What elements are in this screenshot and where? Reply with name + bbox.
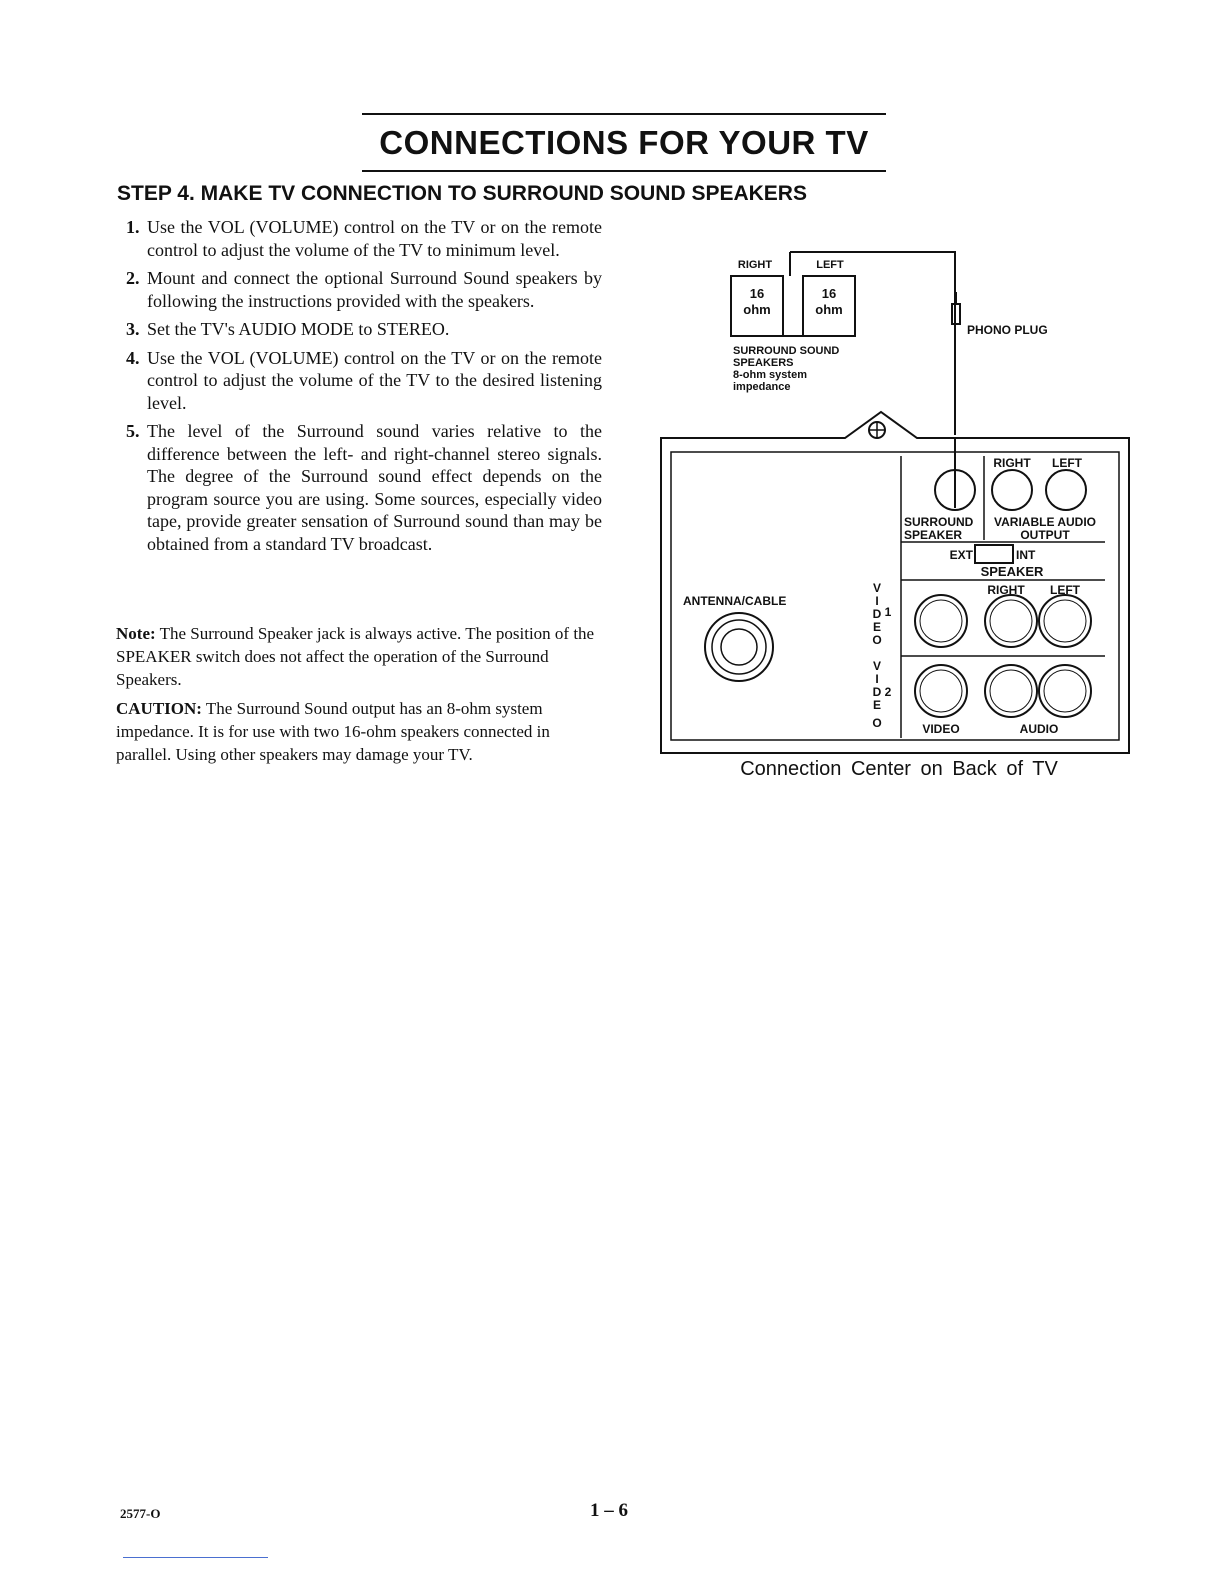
speaker-left-label: LEFT [816, 259, 844, 271]
speaker-right-ohm-unit: ohm [743, 302, 771, 317]
speaker-desc-line3: 8-ohm system [733, 369, 807, 381]
video2-letter-o: O [872, 716, 882, 730]
speaker-desc-line1: SURROUND SOUND [733, 345, 840, 357]
note-paragraph [116, 622, 602, 691]
output-label: OUTPUT [1020, 528, 1070, 542]
ext-label: EXT [949, 548, 973, 562]
video2-letter-v: V [872, 659, 882, 673]
int-label: INT [1016, 548, 1036, 562]
note-text: The Surround Speaker jack is always active. The position of the SPEAKER switch does not affect the operation of the Surround Speakers. [116, 624, 595, 689]
speaker-left-ohm-unit: ohm [815, 302, 843, 317]
video-label: VIDEO [922, 722, 960, 736]
video1-letter-o: O [872, 633, 882, 647]
title-rule-bottom [362, 170, 886, 172]
video1-letter-e: E [872, 620, 882, 634]
list-item: 1. Use the VOL (VOLUME) control on the TV or on the remote control to adjust the volume of the TV to minimum level. [126, 217, 602, 260]
list-item: 3. Set the TV's AUDIO MODE to STEREO. [126, 319, 450, 339]
speaker-desc-line4: impedance [733, 381, 791, 393]
speaker-switch-label: SPEAKER [980, 564, 1044, 579]
video2-letter-d: D [872, 685, 882, 699]
video2-letter-e: E [872, 698, 882, 712]
connection-diagram [655, 240, 1137, 760]
list-item: 2. Mount and connect the optional Surround Sound speakers by following the instructions provided with the speakers. [126, 268, 602, 311]
surround-label: SURROUND [904, 515, 974, 529]
page-number: 1 – 6 [590, 1500, 628, 1521]
note-label: Note: [116, 624, 156, 643]
caution-paragraph [116, 697, 602, 766]
document-code: 2577-O [120, 1506, 161, 1521]
variable-audio-label: VARIABLE AUDIO [994, 515, 1096, 529]
caution-text: The Surround Sound output has an 8-ohm system impedance. It is for use with two 16-ohm speakers connected in parallel. Using other speakers may damage your TV. [116, 699, 550, 764]
step-heading: STEP 4. MAKE TV CONNECTION TO SURROUND SOUND SPEAKERS [117, 182, 807, 205]
panel-right-label: RIGHT [993, 456, 1031, 470]
audio-left-label: LEFT [1050, 583, 1080, 597]
list-item: 4. Use the VOL (VOLUME) control on the TV or on the remote control to adjust the volume of the TV to the desired listening level. [126, 347, 602, 413]
speaker-left-ohm-value: 16 [821, 286, 837, 301]
title-rule-top [362, 113, 886, 115]
panel-left-label: LEFT [1052, 456, 1082, 470]
steps-list [116, 216, 602, 561]
phono-plug-label: PHONO PLUG [967, 323, 1048, 337]
speaker-desc-line2: SPEAKERS [733, 357, 794, 369]
bottom-link-underline [123, 1557, 268, 1558]
list-item: 5. The level of the Surround sound varies relative to the difference between the left- and right-channel stereo signals. The degree of the Surround sound effect depends on the program source you are using. Some sources, especially video tape, provide greater sensation of Surround sound than may be obtained from a standard TV broadcast. [126, 421, 602, 554]
video2-number: 2 [884, 685, 892, 699]
page-title: CONNECTIONS FOR YOUR TV [379, 124, 869, 161]
speaker-right-label: RIGHT [737, 259, 773, 271]
video2-letter-i: I [875, 672, 879, 686]
antenna-cable-label: ANTENNA/CABLE [683, 594, 787, 608]
video1-letter-d: D [872, 607, 882, 621]
caution-label: CAUTION: [116, 699, 202, 718]
audio-right-label: RIGHT [987, 583, 1025, 597]
diagram-caption: Connection Center on Back of TV [740, 758, 1058, 780]
audio-label: AUDIO [1019, 722, 1059, 736]
video1-number: 1 [884, 605, 892, 619]
video1-letter-v: V [872, 581, 882, 595]
video1-letter-i: I [875, 594, 879, 608]
speaker-right-ohm-value: 16 [749, 286, 765, 301]
surround-speaker-label: SPEAKER [904, 528, 963, 542]
